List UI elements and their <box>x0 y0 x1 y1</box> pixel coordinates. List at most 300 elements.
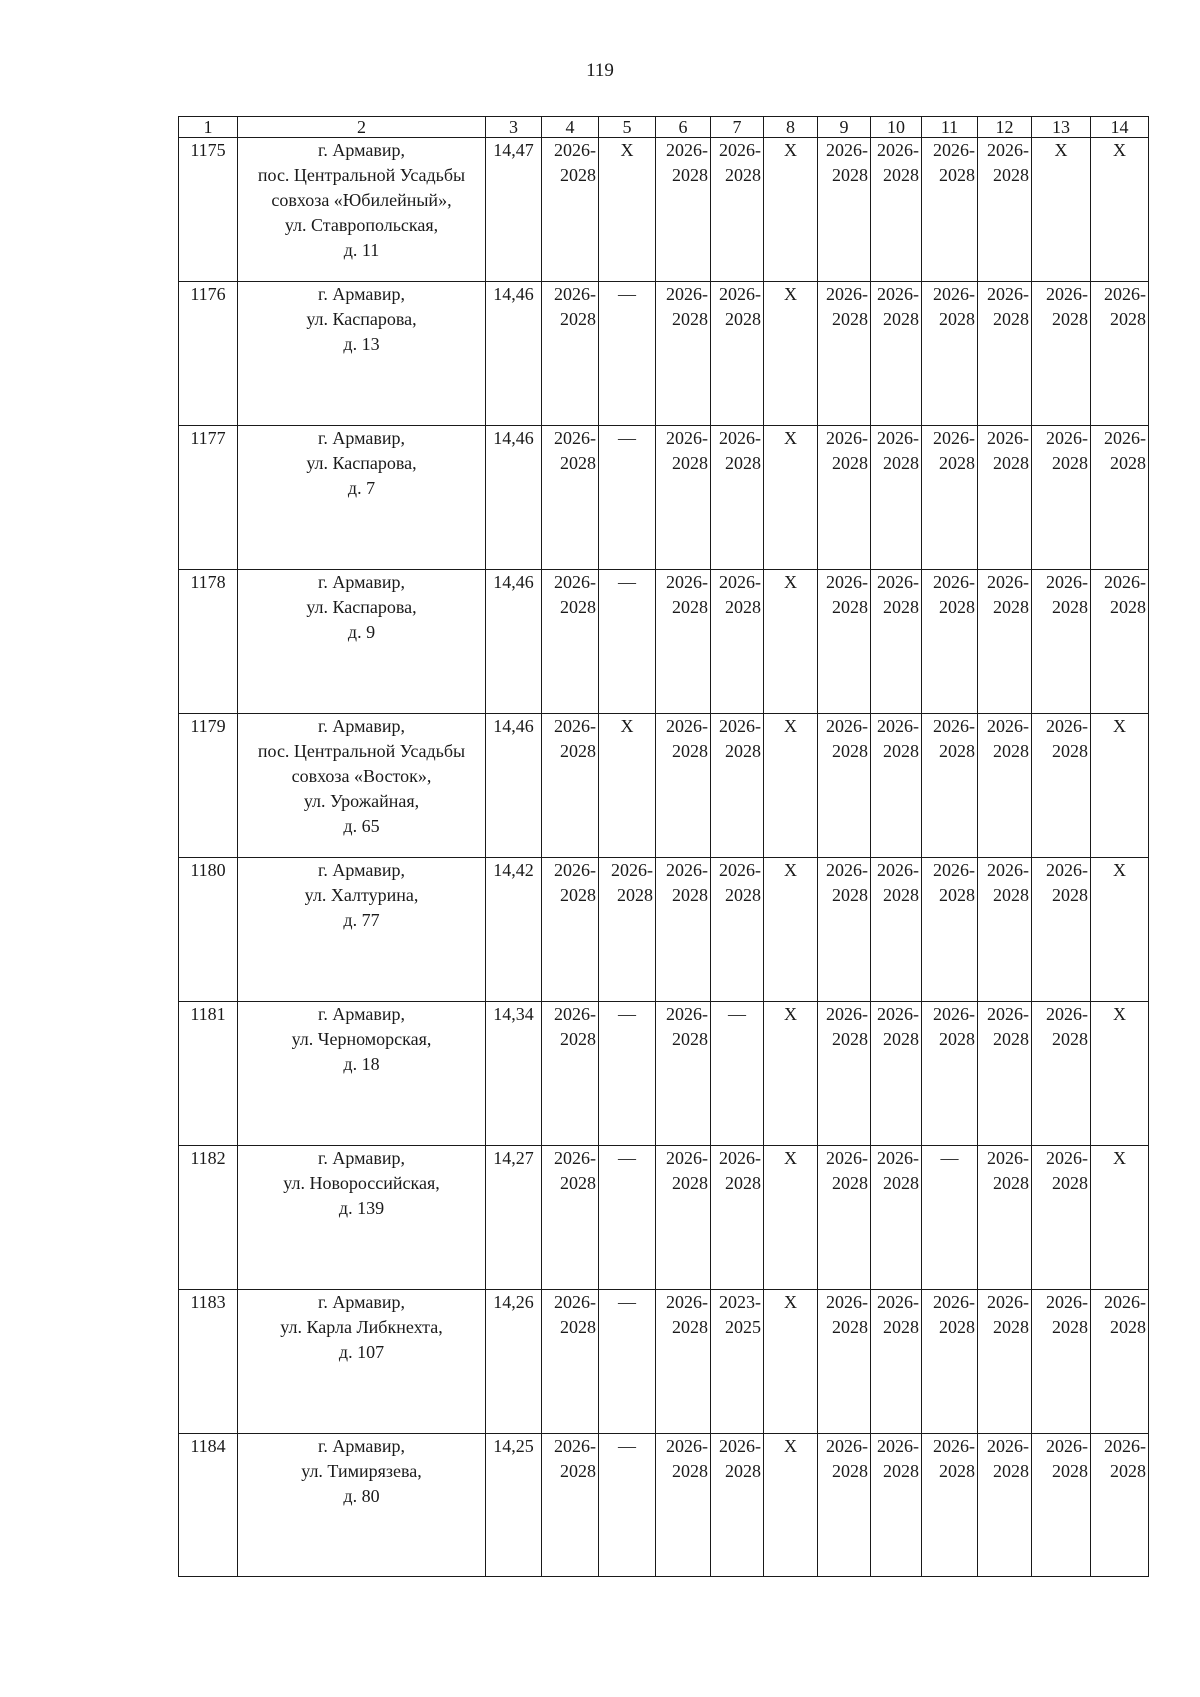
cell-text: 2026- <box>877 1148 919 1168</box>
cell-text: 2026- <box>1104 284 1146 304</box>
period-cell-col-9 <box>818 570 871 714</box>
period-cell-col-14 <box>1091 282 1149 426</box>
cell-text: 2028 <box>939 1461 975 1481</box>
cell-text: 2026- <box>554 1004 596 1024</box>
period-cell-col-4 <box>542 1002 599 1146</box>
cell-text: 2026- <box>1046 1436 1088 1456</box>
cell-text: 2028 <box>1110 453 1146 473</box>
cell-text: 2026- <box>877 1292 919 1312</box>
cell-text: 2026- <box>1046 1148 1088 1168</box>
cell-text: X <box>620 140 634 160</box>
address-line: д. 11 <box>343 240 380 260</box>
address-line: пос. Центральной Усадьбы <box>257 165 466 185</box>
cell-text: 2028 <box>939 741 975 761</box>
cell-text: 2026- <box>666 716 708 736</box>
cell-text: 2026- <box>877 140 919 160</box>
cell-text: 2026- <box>719 860 761 880</box>
period-cell-col-13 <box>1032 1434 1091 1577</box>
period-cell-col-11 <box>922 858 978 1002</box>
address-line: д. 65 <box>343 816 380 836</box>
table-row <box>179 1146 1149 1290</box>
cell-text: 2026- <box>877 1436 919 1456</box>
cell-text: 2026- <box>554 428 596 448</box>
row-number: 1178 <box>179 570 238 714</box>
period-cell-col-6 <box>656 714 711 858</box>
cell-text: 2026- <box>826 716 868 736</box>
cell-text: 2028 <box>1052 453 1088 473</box>
period-cell-col-5 <box>599 714 656 858</box>
cell-text: 2028 <box>1052 1461 1088 1481</box>
table-row <box>179 714 1149 858</box>
address-line: д. 7 <box>347 478 376 498</box>
address-cell <box>238 1002 486 1146</box>
cell-text: 2026- <box>554 284 596 304</box>
cell-text: 2026- <box>877 860 919 880</box>
column-header-10: 10 <box>871 117 922 138</box>
cell-text: — <box>618 1436 636 1456</box>
period-cell-col-11 <box>922 1146 978 1290</box>
cell-text: 2026- <box>877 572 919 592</box>
cell-text: 2023- <box>719 1292 761 1312</box>
cell-text: 2026- <box>826 428 868 448</box>
period-cell-col-9 <box>818 858 871 1002</box>
cell-text: 2026- <box>933 1436 975 1456</box>
cell-text: 2028 <box>993 309 1029 329</box>
period-cell-col-4 <box>542 426 599 570</box>
column-header-12: 12 <box>978 117 1032 138</box>
period-cell-col-12 <box>978 1146 1032 1290</box>
period-cell-col-9 <box>818 426 871 570</box>
cell-text: 2028 <box>939 309 975 329</box>
registry-table <box>178 116 1149 1577</box>
cell-text: 2026- <box>987 1436 1029 1456</box>
cell-text: 2026- <box>666 140 708 160</box>
period-cell-col-14 <box>1091 858 1149 1002</box>
period-cell-col-5 <box>599 570 656 714</box>
address-line: ул. Карла Либкнехта, <box>280 1317 443 1337</box>
value-cell: 14,46 <box>486 570 542 714</box>
address-line: ул. Каспарова, <box>306 453 417 473</box>
cell-text: 2026- <box>826 572 868 592</box>
cell-text: 2026- <box>987 572 1029 592</box>
cell-text: 2026- <box>987 716 1029 736</box>
cell-text: 2028 <box>725 885 761 905</box>
period-cell-col-8 <box>764 138 818 282</box>
cell-text: 2026- <box>666 428 708 448</box>
cell-text: X <box>784 1004 797 1024</box>
cell-text: 2028 <box>725 165 761 185</box>
column-header-2: 2 <box>238 117 486 138</box>
column-header-13: 13 <box>1032 117 1091 138</box>
period-cell-col-8 <box>764 1146 818 1290</box>
cell-text: 2026- <box>719 428 761 448</box>
address-line: ул. Каспарова, <box>306 597 417 617</box>
period-cell-col-12 <box>978 426 1032 570</box>
cell-text: 2028 <box>883 309 919 329</box>
period-cell-col-14 <box>1091 426 1149 570</box>
cell-text: 2026- <box>554 1148 596 1168</box>
cell-text: 2028 <box>1052 1173 1088 1193</box>
period-cell-col-12 <box>978 1002 1032 1146</box>
period-cell-col-8 <box>764 1002 818 1146</box>
address-cell <box>238 714 486 858</box>
cell-text: 2028 <box>672 885 708 905</box>
cell-text: 2028 <box>672 1317 708 1337</box>
address-line: д. 139 <box>338 1198 385 1218</box>
cell-text: 2026- <box>719 284 761 304</box>
cell-text: 2028 <box>832 1461 868 1481</box>
cell-text: 2028 <box>883 453 919 473</box>
period-cell-col-4 <box>542 1146 599 1290</box>
cell-text: 2028 <box>672 165 708 185</box>
period-cell-col-14 <box>1091 1146 1149 1290</box>
cell-text: 2028 <box>560 597 596 617</box>
cell-text: 2028 <box>672 453 708 473</box>
address-cell <box>238 1146 486 1290</box>
cell-text: — <box>618 284 636 304</box>
cell-text: 2028 <box>883 597 919 617</box>
cell-text: 2028 <box>1052 309 1088 329</box>
cell-text: 2026- <box>933 140 975 160</box>
cell-text: 2026- <box>1046 572 1088 592</box>
cell-text: — <box>618 1148 636 1168</box>
period-cell-col-6 <box>656 570 711 714</box>
cell-text: 2028 <box>883 1317 919 1337</box>
cell-text: X <box>1054 140 1068 160</box>
period-cell-col-8 <box>764 282 818 426</box>
address-line: г. Армавир, <box>318 1004 405 1024</box>
cell-text: 2028 <box>883 885 919 905</box>
cell-text: 2026- <box>666 1148 708 1168</box>
value-cell: 14,27 <box>486 1146 542 1290</box>
cell-text: 2028 <box>1052 1029 1088 1049</box>
period-cell-col-9 <box>818 138 871 282</box>
cell-text: 2028 <box>617 885 653 905</box>
cell-text: 2026- <box>826 1004 868 1024</box>
cell-text: 2026- <box>933 1292 975 1312</box>
period-cell-col-12 <box>978 282 1032 426</box>
period-cell-col-7 <box>711 570 764 714</box>
table-row <box>179 858 1149 1002</box>
cell-text: 2028 <box>560 885 596 905</box>
row-number: 1181 <box>179 1002 238 1146</box>
address-line: ул. Каспарова, <box>306 309 417 329</box>
value-cell: 14,34 <box>486 1002 542 1146</box>
cell-text: 2028 <box>725 1461 761 1481</box>
cell-text: X <box>784 284 797 304</box>
address-line: ул. Тимирязева, <box>301 1461 422 1481</box>
period-cell-col-10 <box>871 138 922 282</box>
cell-text: 2026- <box>987 860 1029 880</box>
cell-text: — <box>618 572 636 592</box>
cell-text: 2026- <box>554 140 596 160</box>
table-body <box>179 138 1149 1577</box>
cell-text: 2028 <box>1052 597 1088 617</box>
cell-text: 2028 <box>560 1461 596 1481</box>
cell-text: 2028 <box>832 597 868 617</box>
cell-text: 2028 <box>993 453 1029 473</box>
cell-text: 2026- <box>1046 284 1088 304</box>
period-cell-col-9 <box>818 1002 871 1146</box>
cell-text: 2026- <box>554 716 596 736</box>
period-cell-col-11 <box>922 426 978 570</box>
period-cell-col-11 <box>922 714 978 858</box>
cell-text: 2026- <box>933 1004 975 1024</box>
cell-text: 2026- <box>987 284 1029 304</box>
period-cell-col-5 <box>599 858 656 1002</box>
cell-text: X <box>784 428 797 448</box>
cell-text: 2028 <box>725 309 761 329</box>
cell-text: 2028 <box>993 741 1029 761</box>
cell-text: 2026- <box>666 860 708 880</box>
cell-text: 2026- <box>826 860 868 880</box>
cell-text: 2026- <box>1104 428 1146 448</box>
cell-text: 2026- <box>933 572 975 592</box>
cell-text: 2028 <box>1110 309 1146 329</box>
cell-text: 2028 <box>1110 597 1146 617</box>
period-cell-col-13 <box>1032 1002 1091 1146</box>
cell-text: 2026- <box>1104 1292 1146 1312</box>
cell-text: 2026- <box>826 1148 868 1168</box>
cell-text: 2026- <box>877 428 919 448</box>
cell-text: 2028 <box>672 1029 708 1049</box>
period-cell-col-12 <box>978 1434 1032 1577</box>
row-number: 1175 <box>179 138 238 282</box>
table-row <box>179 1002 1149 1146</box>
value-cell: 14,46 <box>486 714 542 858</box>
period-cell-col-10 <box>871 714 922 858</box>
cell-text: 2028 <box>672 1461 708 1481</box>
period-cell-col-14 <box>1091 570 1149 714</box>
address-line: д. 77 <box>343 910 380 930</box>
address-line: г. Армавир, <box>318 716 405 736</box>
cell-text: 2026- <box>987 1148 1029 1168</box>
address-cell <box>238 138 486 282</box>
address-line: г. Армавир, <box>318 1148 405 1168</box>
cell-text: 2028 <box>560 453 596 473</box>
cell-text: 2028 <box>993 885 1029 905</box>
period-cell-col-13 <box>1032 138 1091 282</box>
period-cell-col-14 <box>1091 138 1149 282</box>
cell-text: 2028 <box>939 165 975 185</box>
period-cell-col-12 <box>978 1290 1032 1434</box>
period-cell-col-6 <box>656 1146 711 1290</box>
cell-text: X <box>1113 1148 1126 1168</box>
period-cell-col-5 <box>599 1146 656 1290</box>
cell-text: 2028 <box>939 1317 975 1337</box>
address-line: совхоза «Восток», <box>291 766 432 786</box>
cell-text: 2028 <box>1110 1317 1146 1337</box>
column-header-1: 1 <box>179 117 238 138</box>
period-cell-col-11 <box>922 570 978 714</box>
period-cell-col-9 <box>818 282 871 426</box>
cell-text: 2028 <box>1052 741 1088 761</box>
period-cell-col-4 <box>542 570 599 714</box>
cell-text: 2026- <box>826 1292 868 1312</box>
cell-text: X <box>784 572 797 592</box>
period-cell-col-13 <box>1032 570 1091 714</box>
period-cell-col-12 <box>978 714 1032 858</box>
cell-text: 2028 <box>939 885 975 905</box>
cell-text: 2026- <box>933 284 975 304</box>
cell-text: 2028 <box>832 453 868 473</box>
cell-text: 2026- <box>666 284 708 304</box>
period-cell-col-6 <box>656 1002 711 1146</box>
cell-text: 2026- <box>987 428 1029 448</box>
cell-text: 2026- <box>826 284 868 304</box>
cell-text: 2026- <box>666 572 708 592</box>
cell-text: 2028 <box>725 453 761 473</box>
cell-text: 2026- <box>1046 1004 1088 1024</box>
period-cell-col-14 <box>1091 714 1149 858</box>
cell-text: 2028 <box>939 453 975 473</box>
period-cell-col-6 <box>656 1434 711 1577</box>
cell-text: 2028 <box>672 741 708 761</box>
cell-text: 2026- <box>877 1004 919 1024</box>
row-number: 1176 <box>179 282 238 426</box>
period-cell-col-7 <box>711 858 764 1002</box>
period-cell-col-5 <box>599 1290 656 1434</box>
cell-text: 2026- <box>1104 1436 1146 1456</box>
address-line: г. Армавир, <box>318 1436 405 1456</box>
cell-text: — <box>940 1148 959 1168</box>
cell-text: 2028 <box>672 309 708 329</box>
cell-text: 2028 <box>883 1173 919 1193</box>
address-line: ул. Ставропольская, <box>284 215 439 235</box>
cell-text: 2026- <box>719 1436 761 1456</box>
cell-text: 2028 <box>725 741 761 761</box>
address-line: г. Армавир, <box>318 572 405 592</box>
address-line: г. Армавир, <box>318 1292 405 1312</box>
cell-text: 2026- <box>1046 860 1088 880</box>
column-header-5: 5 <box>599 117 656 138</box>
cell-text: X <box>784 1148 797 1168</box>
period-cell-col-5 <box>599 1002 656 1146</box>
period-cell-col-14 <box>1091 1002 1149 1146</box>
column-header-14: 14 <box>1091 117 1149 138</box>
column-header-3: 3 <box>486 117 542 138</box>
cell-text: 2028 <box>725 1173 761 1193</box>
cell-text: 2025 <box>725 1317 761 1337</box>
period-cell-col-10 <box>871 1434 922 1577</box>
cell-text: X <box>784 860 797 880</box>
cell-text: 2028 <box>993 165 1029 185</box>
period-cell-col-4 <box>542 282 599 426</box>
cell-text: 2026- <box>1104 572 1146 592</box>
cell-text: X <box>1113 860 1126 880</box>
address-line: д. 18 <box>343 1054 380 1074</box>
address-line: пос. Центральной Усадьбы <box>257 741 466 761</box>
period-cell-col-12 <box>978 570 1032 714</box>
value-cell: 14,42 <box>486 858 542 1002</box>
address-line: г. Армавир, <box>318 140 405 160</box>
cell-text: 2026- <box>987 140 1029 160</box>
period-cell-col-7 <box>711 1146 764 1290</box>
cell-text: — <box>618 1292 636 1312</box>
cell-text: 2026- <box>877 284 919 304</box>
value-cell: 14,47 <box>486 138 542 282</box>
page-number: 119 <box>586 60 614 81</box>
table-row <box>179 1434 1149 1577</box>
cell-text: 2026- <box>666 1292 708 1312</box>
cell-text: — <box>618 428 636 448</box>
cell-text: X <box>620 716 634 736</box>
period-cell-col-7 <box>711 138 764 282</box>
period-cell-col-4 <box>542 1434 599 1577</box>
cell-text: 2028 <box>993 1173 1029 1193</box>
period-cell-col-8 <box>764 1434 818 1577</box>
cell-text: 2028 <box>1052 1317 1088 1337</box>
address-line: г. Армавир, <box>318 860 405 880</box>
cell-text: 2026- <box>1046 428 1088 448</box>
column-header-8: 8 <box>764 117 818 138</box>
cell-text: 2026- <box>987 1292 1029 1312</box>
cell-text: 2026- <box>826 140 868 160</box>
cell-text: 2026- <box>987 1004 1029 1024</box>
value-cell: 14,26 <box>486 1290 542 1434</box>
period-cell-col-5 <box>599 1434 656 1577</box>
period-cell-col-4 <box>542 1290 599 1434</box>
cell-text: 2026- <box>719 716 761 736</box>
period-cell-col-13 <box>1032 714 1091 858</box>
cell-text: 2028 <box>672 597 708 617</box>
period-cell-col-13 <box>1032 282 1091 426</box>
column-header-9: 9 <box>818 117 871 138</box>
period-cell-col-10 <box>871 282 922 426</box>
column-header-11: 11 <box>922 117 978 138</box>
cell-text: 2028 <box>832 885 868 905</box>
value-cell: 14,46 <box>486 282 542 426</box>
cell-text: 2026- <box>1046 716 1088 736</box>
cell-text: 2028 <box>1052 885 1088 905</box>
period-cell-col-7 <box>711 1002 764 1146</box>
cell-text: 2026- <box>666 1436 708 1456</box>
address-line: совхоза «Юбилейный», <box>271 190 452 210</box>
cell-text: 2028 <box>560 1317 596 1337</box>
table-row <box>179 1290 1149 1434</box>
period-cell-col-10 <box>871 1146 922 1290</box>
cell-text: 2026- <box>554 1292 596 1312</box>
row-number: 1183 <box>179 1290 238 1434</box>
period-cell-col-10 <box>871 1290 922 1434</box>
period-cell-col-6 <box>656 138 711 282</box>
period-cell-col-6 <box>656 858 711 1002</box>
value-cell: 14,46 <box>486 426 542 570</box>
address-line: д. 9 <box>347 622 376 642</box>
period-cell-col-13 <box>1032 1146 1091 1290</box>
cell-text: 2026- <box>719 572 761 592</box>
cell-text: 2028 <box>993 1461 1029 1481</box>
period-cell-col-12 <box>978 858 1032 1002</box>
header-row <box>179 117 1149 138</box>
cell-text: 2026- <box>933 716 975 736</box>
cell-text: 2028 <box>560 1173 596 1193</box>
period-cell-col-12 <box>978 138 1032 282</box>
period-cell-col-4 <box>542 138 599 282</box>
period-cell-col-9 <box>818 714 871 858</box>
row-number: 1177 <box>179 426 238 570</box>
address-cell <box>238 282 486 426</box>
cell-text: 2026- <box>1046 1292 1088 1312</box>
cell-text: X <box>1113 1004 1126 1024</box>
cell-text: 2028 <box>1110 1461 1146 1481</box>
period-cell-col-14 <box>1091 1290 1149 1434</box>
address-line: г. Армавир, <box>318 284 405 304</box>
period-cell-col-11 <box>922 138 978 282</box>
period-cell-col-11 <box>922 1290 978 1434</box>
cell-text: 2028 <box>832 165 868 185</box>
row-number: 1184 <box>179 1434 238 1577</box>
